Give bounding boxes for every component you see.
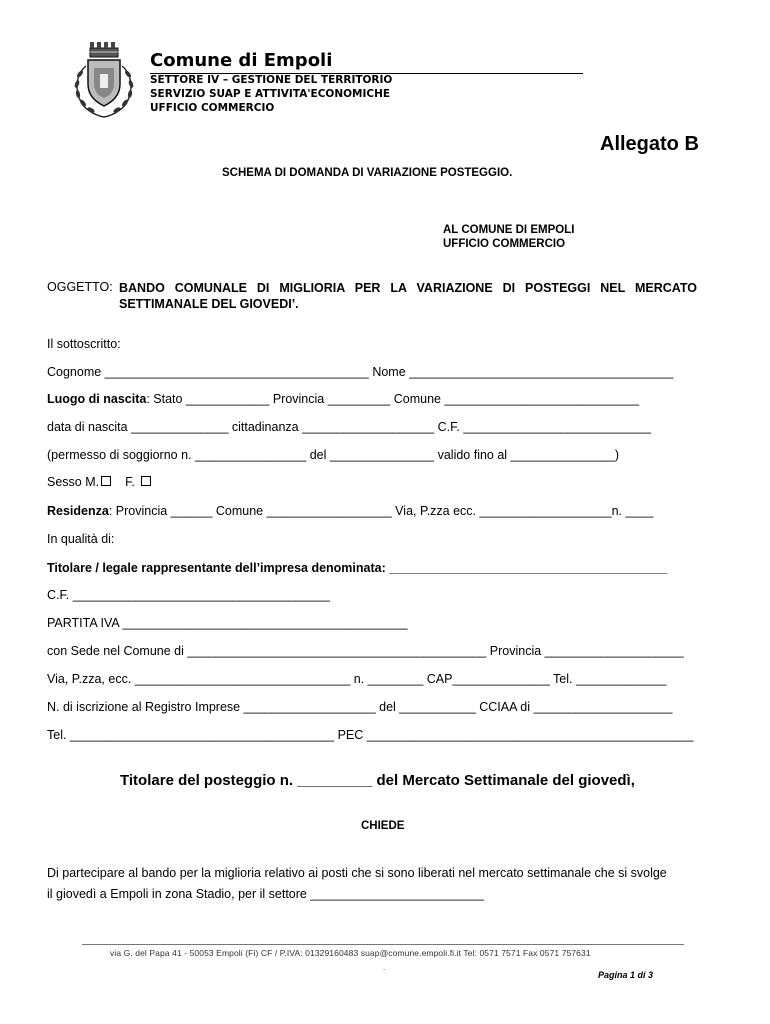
residenza-label: Residenza: [47, 504, 109, 518]
sede-field: con Sede nel Comune di ___________________________________________ Provincia ____________________: [47, 644, 684, 658]
via-field: Via, P.zza, ecc. _______________________________ n. ________ CAP______________ Tel. _____________: [47, 672, 667, 686]
allegato-title: Allegato B: [600, 133, 699, 155]
recipient-line-2: UFFICIO COMMERCIO: [443, 238, 566, 250]
header-line-settore: SETTORE IV – GESTIONE DEL TERRITORIO: [150, 74, 393, 86]
footer-rule: [82, 944, 684, 945]
paragraph-line-2: il giovedì a Empoli in zona Stadio, per il settore _________________________: [47, 887, 485, 901]
sesso-m-checkbox[interactable]: [101, 476, 111, 486]
sottoscritto-label: Il sottoscritto:: [47, 337, 121, 351]
oggetto-label: OGGETTO:: [47, 280, 113, 294]
sesso-m-label: Sesso M.: [47, 475, 100, 489]
org-title: Comune di Empoli: [150, 50, 333, 71]
footer-address: via G. del Papa 41 - 50053 Empoli (Fi) CF / P.IVA: 01329160483 suap@comune.empoli.fi.it Tel: 0571 7571 Fax 0571 757631: [110, 948, 591, 958]
luogo-nascita-blanks: : Stato ____________ Provincia _________ Comune ____________________________: [146, 392, 640, 406]
footer-dot: .: [383, 963, 386, 972]
paragraph-line-1: Di partecipare al bando per la miglioria relativo ai posti che si sono liberati nel mercato settimanale che si svolge: [47, 866, 667, 880]
partita-iva-field: PARTITA IVA _________________________________________: [47, 616, 408, 630]
page-number: Pagina 1 di 3: [598, 970, 654, 980]
recipient-line-1: AL COMUNE DI EMPOLI: [443, 224, 575, 236]
sesso-f-label: F.: [125, 475, 135, 489]
header-line-servizio: SERVIZIO SUAP E ATTIVITA'ECONOMICHE: [150, 88, 391, 100]
cf-field: C.F. _____________________________________: [47, 588, 330, 602]
schema-title: SCHEMA DI DOMANDA DI VARIAZIONE POSTEGGIO.: [222, 167, 513, 179]
cognome-nome-field: Cognome ______________________________________ Nome ______________________________________: [47, 365, 674, 379]
residenza-field: [47, 504, 653, 518]
titolare-field: Titolare / legale rappresentante dell’impresa denominata: ________________________________________: [47, 561, 668, 575]
chiede-heading: CHIEDE: [361, 820, 405, 832]
tel-pec-field: Tel. ______________________________________ PEC _______________________________________________: [47, 728, 694, 742]
sesso-field: [47, 475, 151, 489]
titolare-posteggio-heading: Titolare del posteggio n. _________ del Mercato Settimanale del giovedì,: [120, 772, 635, 789]
luogo-nascita-field: [47, 392, 639, 406]
coat-of-arms-logo: [72, 38, 136, 118]
permesso-field: (permesso di soggiorno n. ________________ del _______________ valido fino al _______________): [47, 448, 620, 462]
data-nascita-field: data di nascita ______________ cittadinanza ___________________ C.F. ___________________________: [47, 420, 652, 434]
luogo-nascita-label: Luogo di nascita: [47, 392, 147, 406]
iscrizione-field: N. di iscrizione al Registro Imprese ___________________ del ___________ CCIAA di ____________________: [47, 700, 673, 714]
oggetto-text: BANDO COMUNALE DI MIGLIORIA PER LA VARIAZIONE DI POSTEGGI NEL MERCATO SETTIMANALE DEL GIOVEDI’.: [119, 281, 697, 311]
residenza-blanks: : Provincia ______ Comune __________________ Via, P.zza ecc. ___________________n. ____: [108, 504, 654, 518]
header-line-ufficio: UFFICIO COMMERCIO: [150, 102, 275, 114]
qualita-label: In qualità di:: [47, 532, 115, 546]
sesso-f-checkbox[interactable]: [141, 476, 151, 486]
